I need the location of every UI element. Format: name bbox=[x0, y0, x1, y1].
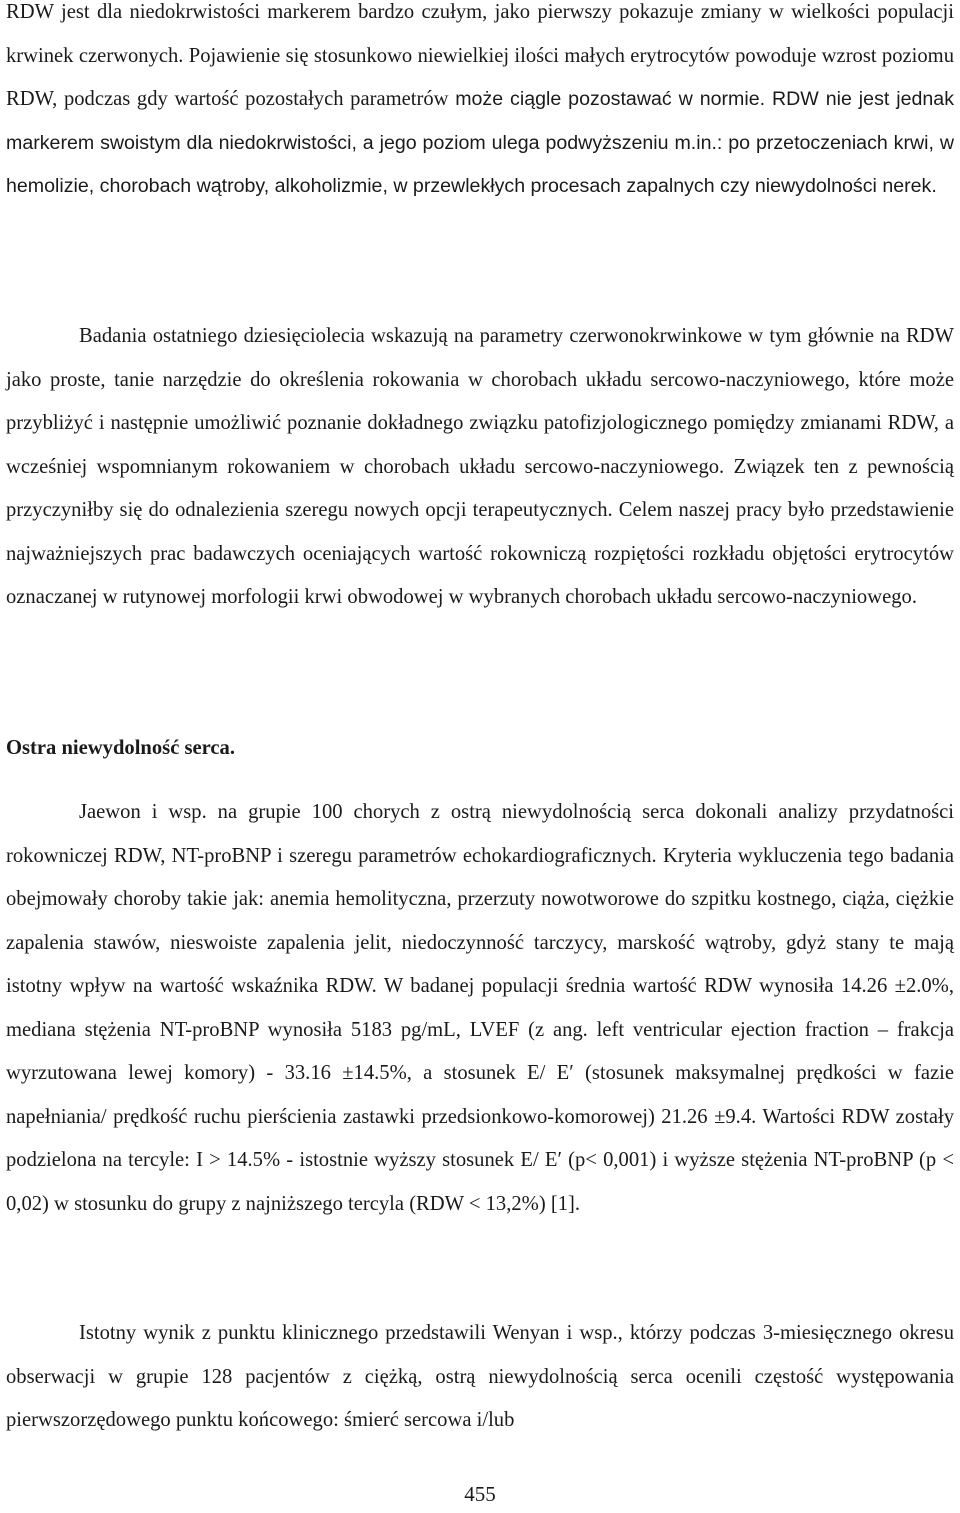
section-heading-acute-heart-failure: Ostra niewydolność serca. bbox=[6, 737, 235, 759]
paragraph-research-decade: Badania ostatniego dziesięciolecia wskazują na parametry czerwonokrwinkowe w tym głównie na RDW jako proste, tanie narzędzie do określenia rokowania w chorobach układu sercowo-naczyniowego, które może przybliżyć i następnie umożliwić poznanie dokładnego związku patofizjologicznego pomiędzy zmianami RDW, a wcześniej wspomnianym rokowaniem w chorobach układu sercowo-naczyniowego. Związek ten z pewnością przyczyniłby się do odnalezienia szeregu nowych opcji terapeutycznych. Celem naszej pracy było przedstawienie najważniejszych prac badawczych oceniających wartość rokowniczą rozpiętości rozkładu objętości erytrocytów oznaczanej w rutynowej morfologii krwi obwodowej w wybranych chorobach układu sercowo-naczyniowego. bbox=[6, 325, 954, 608]
page-number: 455 bbox=[464, 1482, 496, 1506]
paragraph-rdw-anemia-marker-sans-part: może ciągle pozostawać w normie. RDW nie jest jednak markerem swoistym dla niedokrwistości, a jego poziom ulega podwyższeniu m.in.: po przetoczeniach krwi, w hemolizie, chorobach wątroby, alkoholizmie, w przewlekłych procesach zapalnych czy niewydolności nerek. bbox=[6, 88, 954, 197]
paragraph-rdw-anemia-marker-serif-part: RDW jest dla niedokrwistości markerem bardzo czułym, jako pierwszy pokazuje zmiany w wielkości populacji krwinek czerwonych. Pojawienie się stosunkowo niewielkiej ilości małych erytrocytów powoduje wzrost poziomu RDW, podczas gdy wartość pozostałych parametrów bbox=[6, 1, 954, 110]
paragraph-wenyan-study: Istotny wynik z punktu klinicznego przedstawili Wenyan i wsp., którzy podczas 3-miesięcznego okresu obserwacji w grupie 128 pacjentów z ciężką, ostrą niewydolnością serca ocenili częstość występowania pierwszorzędowego punktu końcowego: śmierć sercowa i/lub bbox=[6, 1322, 954, 1431]
paragraph-jaewon-study: Jaewon i wsp. na grupie 100 chorych z ostrą niewydolnością serca dokonali analizy przydatności rokowniczej RDW, NT-proBNP i szeregu parametrów echokardiograficznych. Kryteria wykluczenia tego badania obejmowały choroby takie jak: anemia hemolityczna, przerzuty nowotworowe do szpitku kostnego, ciąża, ciężkie zapalenia stawów, nieswoiste zapalenia jelit, niedoczynność tarczycy, marskość wątroby, gdyż stany te mają istotny wpływ na wartość wskaźnika RDW. W badanej populacji średnia wartość RDW wynosiła 14.26 ±2.0%, mediana stężenia NT-proBNP wynosiła 5183 pg/mL, LVEF (z ang. left ventricular ejection fraction – frakcja wyrzutowana lewej komory) - 33.16 ±14.5%, a stosunek E/ E′ (stosunek maksymalnej prędkości w fazie napełniania/ prędkość ruchu pierścienia zastawki przedsionkowo-komorowej) 21.26 ±9.4. Wartości RDW zostały podzielona na tercyle: I > 14.5% - istostnie wyższy stosunek E/ E′ (p< 0,001) i wyższe stężenia NT-proBNP (p < 0,02) w stosunku do grupy z najniższego tercyla (RDW < 13,2%) [1]. bbox=[6, 801, 954, 1215]
paragraph-rdw-anemia-marker bbox=[6, 0, 954, 209]
